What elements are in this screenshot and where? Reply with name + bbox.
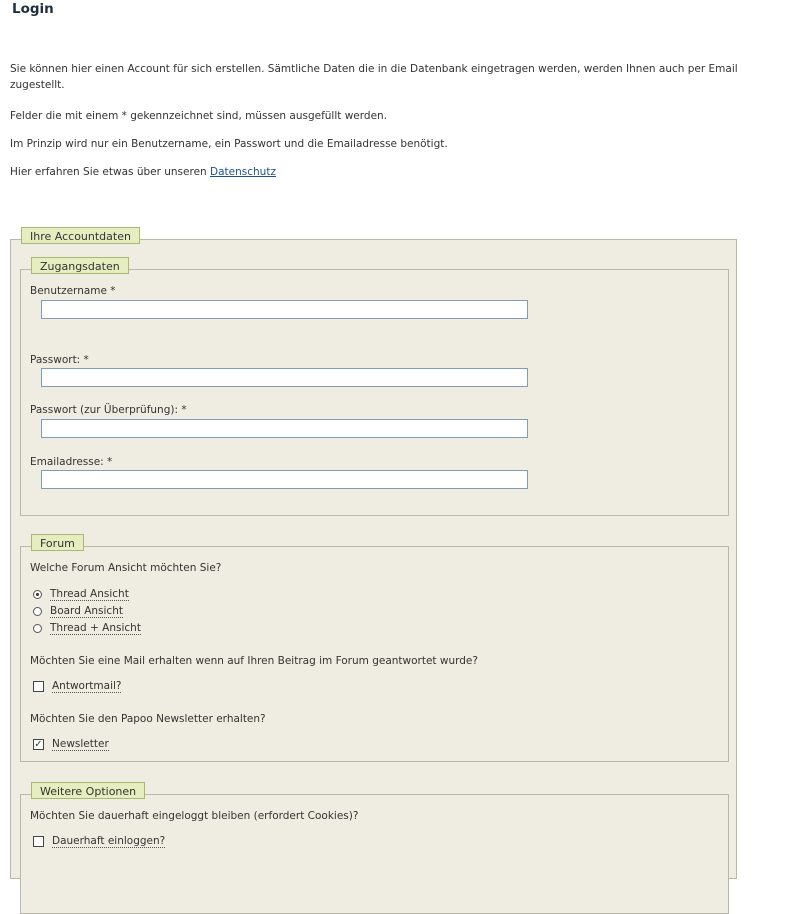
forum-legend: Forum bbox=[31, 534, 84, 551]
reply-mail-question: Möchten Sie eine Mail erhalten wenn auf Ihren Beitrag im Forum geantwortet wurde? bbox=[30, 655, 478, 667]
stay-logged-checkbox[interactable] bbox=[33, 836, 44, 847]
options-fieldset bbox=[20, 785, 729, 914]
account-fieldset bbox=[10, 230, 737, 879]
intro-paragraph-account: Sie können hier einen Account für sich erstellen. Sämtliche Daten die in die Datenbank eingetragen werden, werden Ihnen auch per Email zugestellt. bbox=[10, 63, 738, 91]
email-input[interactable] bbox=[41, 470, 528, 489]
reply-mail-label[interactable]: Antwortmail? bbox=[52, 679, 122, 692]
radio-board-view-label[interactable]: Board Ansicht bbox=[50, 604, 123, 617]
password-input[interactable] bbox=[41, 368, 528, 387]
password-label: Passwort: * bbox=[30, 354, 89, 366]
intro-paragraph-required: Felder die mit einem * gekennzeichnet sind, müssen ausgefüllt werden. bbox=[10, 110, 388, 122]
forum-view-question: Welche Forum Ansicht möchten Sie? bbox=[30, 562, 222, 574]
username-input[interactable] bbox=[41, 300, 528, 319]
newsletter-question: Möchten Sie den Papoo Newsletter erhalten? bbox=[30, 713, 266, 725]
stay-logged-question: Möchten Sie dauerhaft eingeloggt bleiben (erfordert Cookies)? bbox=[30, 810, 359, 822]
reply-mail-option[interactable] bbox=[33, 679, 121, 693]
account-legend: Ihre Accountdaten bbox=[21, 227, 140, 244]
password-confirm-label: Passwort (zur Überprüfung): * bbox=[30, 404, 187, 416]
forum-fieldset bbox=[20, 537, 729, 762]
stay-logged-option[interactable] bbox=[33, 834, 165, 848]
radio-thread-view-label[interactable]: Thread Ansicht bbox=[50, 587, 129, 600]
radio-button[interactable] bbox=[33, 624, 42, 633]
radio-thread-plus-view[interactable] bbox=[33, 621, 141, 635]
newsletter-option[interactable] bbox=[33, 737, 109, 751]
radio-button-checked[interactable] bbox=[33, 590, 42, 599]
reply-mail-checkbox[interactable] bbox=[33, 681, 44, 692]
password-confirm-input[interactable] bbox=[41, 419, 528, 438]
access-fieldset bbox=[20, 260, 729, 516]
access-legend: Zugangsdaten bbox=[31, 257, 129, 274]
privacy-prefix: Hier erfahren Sie etwas über unseren bbox=[10, 166, 211, 178]
stay-logged-label[interactable]: Dauerhaft einloggen? bbox=[52, 834, 166, 847]
intro-paragraph-minimum: Im Prinzip wird nur ein Benutzername, ein Passwort und die Emailadresse benötigt. bbox=[10, 138, 448, 150]
privacy-link[interactable]: Datenschutz bbox=[210, 166, 276, 178]
page-title: Login bbox=[12, 1, 54, 17]
radio-thread-plus-view-label[interactable]: Thread + Ansicht bbox=[50, 621, 141, 634]
radio-button[interactable] bbox=[33, 607, 42, 616]
radio-board-view[interactable] bbox=[33, 604, 123, 618]
email-label: Emailadresse: * bbox=[30, 456, 113, 468]
newsletter-label[interactable]: Newsletter bbox=[52, 737, 109, 750]
options-legend: Weitere Optionen bbox=[31, 782, 145, 799]
username-label: Benutzername * bbox=[30, 285, 116, 297]
radio-thread-view[interactable] bbox=[33, 587, 129, 601]
intro-paragraph-privacy bbox=[10, 164, 795, 180]
newsletter-checkbox[interactable]: ✓ bbox=[34, 738, 43, 750]
